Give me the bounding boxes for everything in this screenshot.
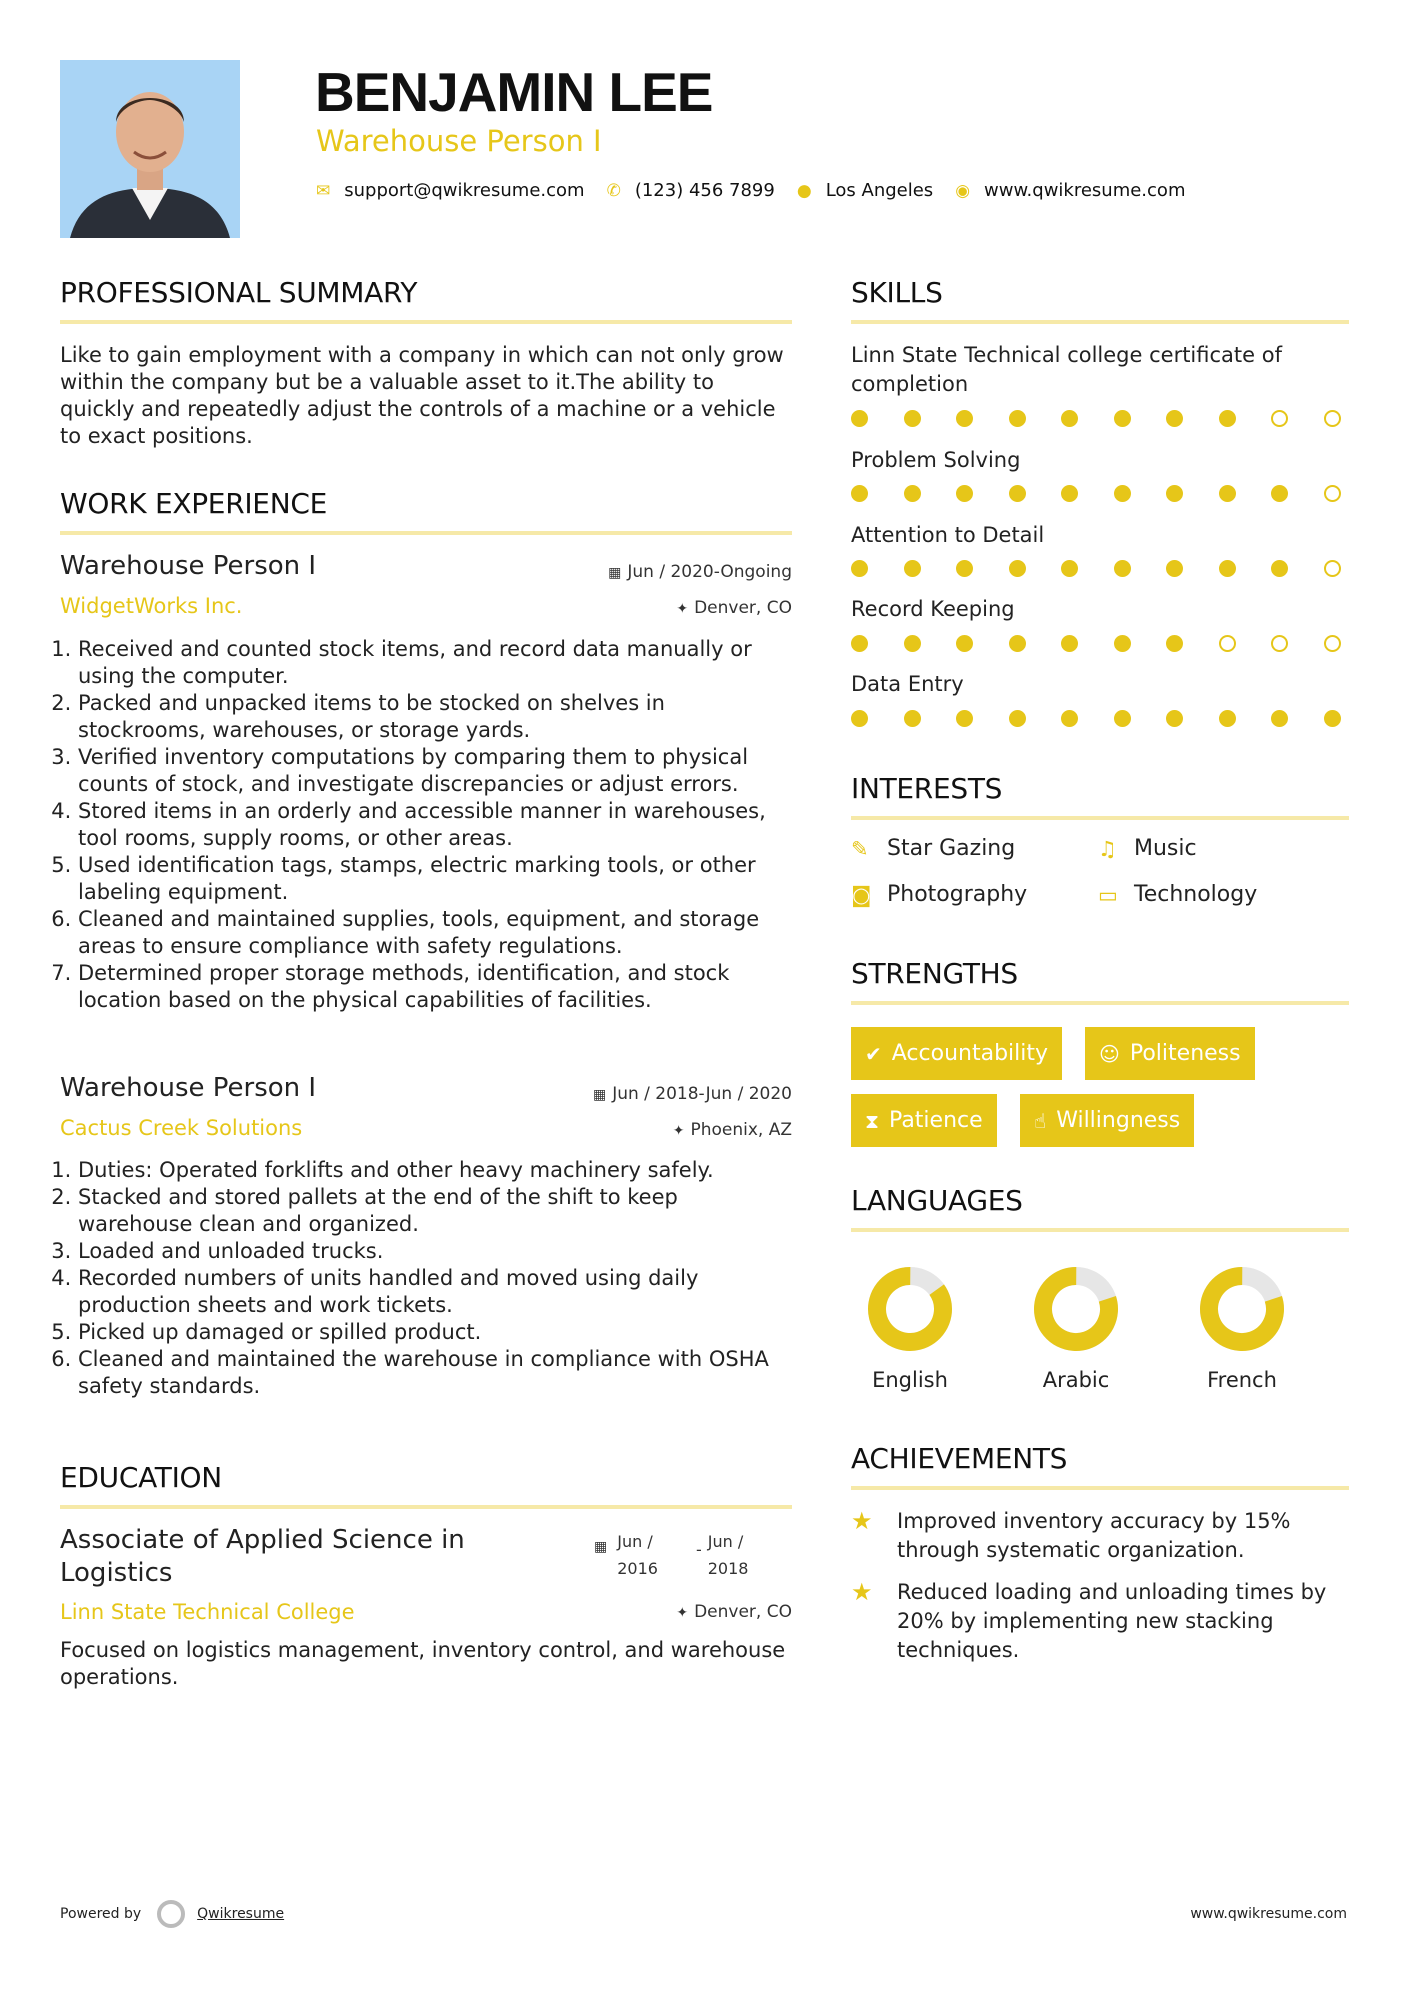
rating-dot-filled xyxy=(956,485,973,502)
duty-item: 2. Packed and unpacked items to be stocked on shelves in stockrooms, warehouses, or storage yards. xyxy=(78,690,792,744)
strength-label: Patience xyxy=(889,1108,983,1133)
magic-wand-icon: ✎ xyxy=(851,836,869,861)
interest-item xyxy=(1098,836,1197,861)
job-2-dates xyxy=(593,1084,792,1104)
job-2-dates-text: Jun / 2018-Jun / 2020 xyxy=(612,1084,792,1104)
qwikresume-logo-icon xyxy=(157,1900,185,1928)
envelope-icon: ✉ xyxy=(316,180,331,201)
rating-dot-filled xyxy=(851,410,868,427)
rating-dot-filled xyxy=(1061,710,1078,727)
job-1-dates-text: Jun / 2020-Ongoing xyxy=(627,562,792,582)
rating-dot-filled xyxy=(904,485,921,502)
interest-item xyxy=(851,836,1015,861)
strength-tag xyxy=(851,1027,1062,1080)
achievement-item xyxy=(851,1578,1349,1665)
rating-dot-filled xyxy=(1061,410,1078,427)
language-ring xyxy=(1031,1264,1121,1354)
interest-item xyxy=(851,882,1027,907)
skill-rating xyxy=(851,560,1341,577)
summary-heading: PROFESSIONAL SUMMARY xyxy=(60,276,418,309)
rating-dot-filled xyxy=(1219,410,1236,427)
rating-dot-filled xyxy=(1114,485,1131,502)
start-date xyxy=(617,1528,658,1582)
rating-dot-filled xyxy=(956,710,973,727)
interest-label: Photography xyxy=(887,882,1028,907)
start-month: Jun / xyxy=(617,1532,653,1551)
email-link[interactable]: support@qwikresume.com xyxy=(344,180,585,201)
rating-dot-filled xyxy=(1009,410,1026,427)
summary-text: Like to gain employment with a company in which can not only grow within the company but be a valuable asset to it.The ability to quickly and repeatedly adjust the controls of a machine or a vehicle to exact positions. xyxy=(60,343,784,448)
website-link[interactable]: www.qwikresume.com xyxy=(984,180,1186,201)
job-2-title: Warehouse Person I xyxy=(60,1073,317,1103)
interests-heading: INTERESTS xyxy=(851,772,1003,805)
achievement-text: Reduced loading and unloading times by 20% by implementing new stacking techniques. xyxy=(897,1580,1327,1662)
strength-tag xyxy=(851,1094,997,1147)
rating-dot-filled xyxy=(1166,560,1183,577)
skill-name: Linn State Technical college certificate of completion xyxy=(851,343,1282,396)
skill-rating xyxy=(851,635,1341,652)
rating-dot-empty xyxy=(1324,410,1341,427)
language-item xyxy=(1016,1264,1136,1392)
rating-dot-filled xyxy=(851,560,868,577)
rating-dot-filled xyxy=(956,635,973,652)
duty-item: 5. Used identification tags, stamps, electric marking tools, or other labeling equipment. xyxy=(78,852,792,906)
languages-heading: LANGUAGES xyxy=(851,1184,1023,1217)
duty-item: 5. Picked up damaged or spilled product. xyxy=(78,1319,792,1346)
interest-label: Music xyxy=(1134,836,1197,861)
experience-heading: WORK EXPERIENCE xyxy=(60,487,327,520)
rating-dot-filled xyxy=(1009,485,1026,502)
rating-dot-filled xyxy=(851,635,868,652)
rating-dot-filled xyxy=(1271,485,1288,502)
school-name: Linn State Technical College xyxy=(60,1600,355,1624)
duty-item: 6. Cleaned and maintained supplies, tools, equipment, and storage areas to ensure compliance with safety regulations. xyxy=(78,906,792,960)
pin-icon: ✦ xyxy=(676,601,689,617)
job-1-company: WidgetWorks Inc. xyxy=(60,594,243,618)
interest-item xyxy=(1098,882,1257,907)
strength-tag xyxy=(1020,1094,1194,1147)
education-description: Focused on logistics management, inventory control, and warehouse operations. xyxy=(60,1638,786,1689)
rating-dot-filled xyxy=(1009,710,1026,727)
education-dates xyxy=(594,1528,748,1582)
thumbs-up-icon: ☝ xyxy=(1034,1108,1047,1133)
rating-dot-filled xyxy=(1219,710,1236,727)
phone-number: (123) 456 7899 xyxy=(634,180,775,201)
interest-label: Star Gazing xyxy=(887,836,1016,861)
job-2-location-text: Phoenix, AZ xyxy=(690,1120,792,1140)
job-1-location xyxy=(676,598,792,618)
rating-dot-filled xyxy=(1114,560,1131,577)
rating-dot-filled xyxy=(1166,410,1183,427)
achievement-text: Improved inventory accuracy by 15% through systematic organization. xyxy=(897,1509,1291,1562)
rating-dot-filled xyxy=(1114,710,1131,727)
rating-dot-filled xyxy=(1009,560,1026,577)
rating-dot-filled xyxy=(851,485,868,502)
job-title: Warehouse Person I xyxy=(316,124,602,158)
start-year: 2016 xyxy=(617,1559,658,1578)
date-separator: - xyxy=(695,1540,702,1559)
language-item xyxy=(1182,1264,1302,1392)
language-name: English xyxy=(872,1368,948,1392)
achievement-item xyxy=(851,1507,1349,1565)
job-1-duties xyxy=(60,636,792,1014)
pin-icon: ✦ xyxy=(672,1123,685,1139)
camera-icon: ◙ xyxy=(851,882,872,907)
calendar-icon: ▦ xyxy=(608,565,622,581)
rating-dot-filled xyxy=(904,410,921,427)
job-2-company: Cactus Creek Solutions xyxy=(60,1116,303,1140)
job-2-duties xyxy=(60,1157,792,1400)
education-location-text: Denver, CO xyxy=(694,1602,792,1622)
strength-tag xyxy=(1085,1027,1255,1080)
duty-item: 3. Loaded and unloaded trucks. xyxy=(78,1238,792,1265)
rating-dot-empty xyxy=(1219,635,1236,652)
section-divider xyxy=(851,1001,1349,1005)
interest-label: Technology xyxy=(1134,882,1258,907)
strength-label: Politeness xyxy=(1129,1041,1241,1066)
skill-name: Record Keeping xyxy=(851,597,1015,621)
skill-rating xyxy=(851,710,1341,727)
job-1-location-text: Denver, CO xyxy=(694,598,792,618)
end-date xyxy=(708,1528,749,1582)
end-year: 2018 xyxy=(707,1559,749,1578)
degree-title: Associate of Applied Science in Logistics xyxy=(60,1525,465,1588)
skill-rating xyxy=(851,410,1341,427)
rating-dot-filled xyxy=(1271,560,1288,577)
section-divider xyxy=(60,531,792,535)
skills-heading: SKILLS xyxy=(851,276,943,309)
duty-item: 4. Stored items in an orderly and accessible manner in warehouses, tool rooms, supply rooms, or other areas. xyxy=(78,798,792,852)
section-divider xyxy=(60,1505,792,1509)
rating-dot-filled xyxy=(1166,710,1183,727)
rating-dot-filled xyxy=(1166,485,1183,502)
language-name: Arabic xyxy=(1042,1368,1110,1392)
skill-name: Attention to Detail xyxy=(851,523,1045,547)
rating-dot-filled xyxy=(904,710,921,727)
language-item xyxy=(850,1264,970,1392)
end-month: Jun / xyxy=(707,1532,744,1551)
music-note-icon: ♫ xyxy=(1098,836,1117,861)
rating-dot-filled xyxy=(904,560,921,577)
rating-dot-filled xyxy=(956,410,973,427)
language-ring xyxy=(865,1264,955,1354)
duty-item: 4. Recorded numbers of units handled and moved using daily production sheets and work tickets. xyxy=(78,1265,792,1319)
rating-dot-filled xyxy=(1009,635,1026,652)
smile-icon: ☺ xyxy=(1099,1041,1120,1066)
section-divider xyxy=(60,320,792,324)
section-divider xyxy=(851,816,1349,820)
skill-name: Problem Solving xyxy=(851,448,1021,472)
job-1-dates xyxy=(608,562,792,582)
rating-dot-filled xyxy=(956,560,973,577)
duty-item: 7. Determined proper storage methods, identification, and stock location based on the physical capabilities of facilities. xyxy=(78,960,792,1014)
profile-photo xyxy=(60,60,240,238)
strength-label: Accountability xyxy=(891,1041,1049,1066)
education-location xyxy=(676,1602,792,1622)
language-name: French xyxy=(1207,1368,1277,1392)
job-2-location xyxy=(673,1120,792,1140)
rating-dot-filled xyxy=(1219,485,1236,502)
strengths-heading: STRENGTHS xyxy=(851,957,1018,990)
rating-dot-filled xyxy=(1061,635,1078,652)
calendar-icon: ▦ xyxy=(594,1539,608,1555)
hourglass-icon: ⧗ xyxy=(865,1108,880,1133)
footer-powered-by xyxy=(60,1900,284,1928)
rating-dot-filled xyxy=(1114,410,1131,427)
language-ring xyxy=(1197,1264,1287,1354)
rating-dot-filled xyxy=(851,710,868,727)
pin-icon: ✦ xyxy=(676,1605,689,1621)
contact-bar xyxy=(316,180,1207,201)
phone-icon: ✆ xyxy=(606,180,621,201)
powered-by-text: Powered by xyxy=(60,1906,142,1922)
brand-link[interactable]: Qwikresume xyxy=(197,1906,285,1922)
skill-rating xyxy=(851,485,1341,502)
rating-dot-empty xyxy=(1324,560,1341,577)
skill-name: Data Entry xyxy=(851,672,964,696)
rating-dot-empty xyxy=(1324,485,1341,502)
location-text: Los Angeles xyxy=(825,180,934,201)
duty-item: 6. Cleaned and maintained the warehouse in compliance with OSHA safety standards. xyxy=(78,1346,792,1400)
section-divider xyxy=(851,1486,1349,1490)
education-heading: EDUCATION xyxy=(60,1461,222,1494)
ring-fill xyxy=(865,1264,955,1354)
candidate-name: BENJAMIN LEE xyxy=(315,61,713,123)
map-marker-icon: ● xyxy=(796,180,812,201)
achievements-heading: ACHIEVEMENTS xyxy=(851,1442,1068,1475)
strength-label: Willingness xyxy=(1056,1108,1181,1133)
rating-dot-filled xyxy=(1114,635,1131,652)
footer-website[interactable]: www.qwikresume.com xyxy=(1190,1906,1347,1922)
rating-dot-filled xyxy=(1166,635,1183,652)
duty-item: 1. Received and counted stock items, and record data manually or using the computer. xyxy=(78,636,792,690)
star-icon: ★ xyxy=(851,1578,873,1606)
star-icon: ★ xyxy=(851,1507,873,1535)
calendar-icon: ▦ xyxy=(592,1087,607,1103)
section-divider xyxy=(851,1228,1349,1232)
rating-dot-empty xyxy=(1324,635,1341,652)
rating-dot-filled xyxy=(1219,560,1236,577)
rating-dot-filled xyxy=(1324,710,1341,727)
duty-item: 1. Duties: Operated forklifts and other heavy machinery safely. xyxy=(78,1157,792,1184)
globe-icon: ◉ xyxy=(955,180,971,201)
rating-dot-filled xyxy=(904,635,921,652)
job-1-title: Warehouse Person I xyxy=(60,551,317,581)
section-divider xyxy=(851,320,1349,324)
laptop-icon: ▭ xyxy=(1098,882,1118,907)
duty-item: 3. Verified inventory computations by comparing them to physical counts of stock, and investigate discrepancies or adjust errors. xyxy=(78,744,792,798)
check-circle-icon: ✔ xyxy=(865,1041,882,1066)
rating-dot-filled xyxy=(1271,710,1288,727)
rating-dot-filled xyxy=(1061,485,1078,502)
rating-dot-empty xyxy=(1271,410,1288,427)
duty-item: 2. Stacked and stored pallets at the end of the shift to keep warehouse clean and organized. xyxy=(78,1184,792,1238)
rating-dot-empty xyxy=(1271,635,1288,652)
rating-dot-filled xyxy=(1061,560,1078,577)
